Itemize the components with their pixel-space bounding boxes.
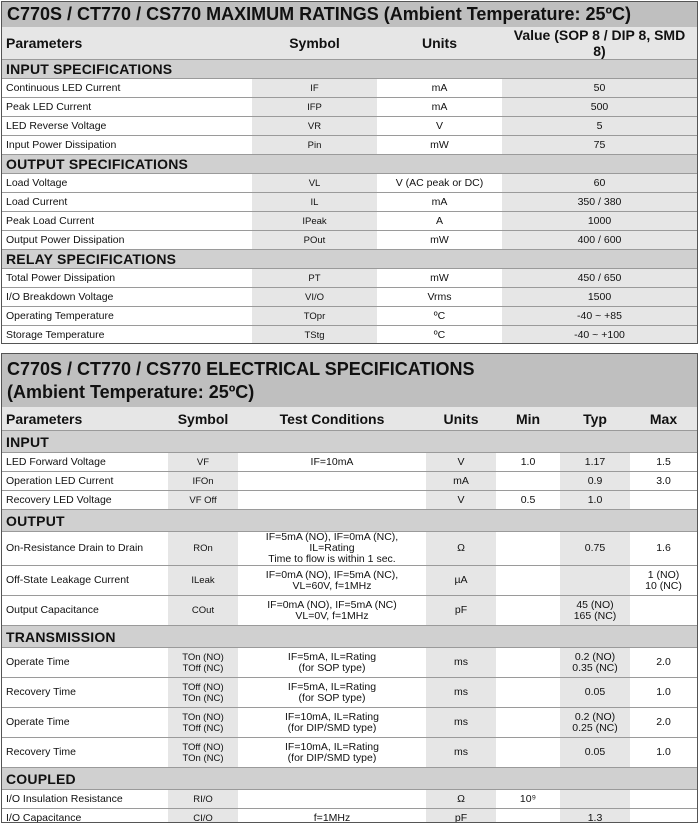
min-cell: 1.0 <box>496 453 560 472</box>
value-cell: 60 <box>502 174 697 193</box>
table-row <box>2 491 697 510</box>
typ-cell: 1.0 <box>560 491 630 510</box>
min-cell <box>496 532 560 566</box>
typ-cell: 1.3 <box>560 809 630 823</box>
parameter-cell: Load Current <box>2 193 252 212</box>
symbol-cell: VI/O <box>252 288 377 307</box>
symbol-cell: ROn <box>168 532 238 566</box>
parameter-cell: Operation LED Current <box>2 472 168 491</box>
symbol-cell: ILeak <box>168 566 238 596</box>
typ-cell: 0.75 <box>560 532 630 566</box>
section-header-row <box>2 510 697 532</box>
table-header-row <box>2 407 697 431</box>
title-line-1: C770S / CT770 / CS770 ELECTRICAL SPECIFICATIONS <box>7 359 475 379</box>
table-row <box>2 117 697 136</box>
units-cell: pF <box>426 809 496 823</box>
min-cell <box>496 809 560 823</box>
symbol-cell: IFP <box>252 98 377 117</box>
parameter-cell: Peak LED Current <box>2 98 252 117</box>
maximum-ratings-title: C770S / CT770 / CS770 MAXIMUM RATINGS (Ambient Temperature: 25ºC) <box>2 2 697 27</box>
units-cell: ºC <box>377 307 502 326</box>
symbol-cell: RI/O <box>168 790 238 809</box>
header-units: Units <box>426 407 496 431</box>
typ-cell: 0.9 <box>560 472 630 491</box>
max-cell: 3.0 <box>630 472 697 491</box>
units-cell: ms <box>426 738 496 768</box>
symbol-cell: VR <box>252 117 377 136</box>
max-cell: 1.0 <box>630 678 697 708</box>
parameter-cell: Off-State Leakage Current <box>2 566 168 596</box>
min-cell <box>496 472 560 491</box>
max-cell <box>630 491 697 510</box>
units-cell: ms <box>426 678 496 708</box>
section-title: TRANSMISSION <box>2 626 697 648</box>
parameter-cell: Input Power Dissipation <box>2 136 252 155</box>
parameter-cell: Recovery LED Voltage <box>2 491 168 510</box>
header-parameters: Parameters <box>2 27 252 60</box>
value-cell: -40 ~ +100 <box>502 326 697 345</box>
parameter-cell: I/O Insulation Resistance <box>2 790 168 809</box>
header-parameters: Parameters <box>2 407 168 431</box>
parameter-cell: Continuous LED Current <box>2 79 252 98</box>
symbol-cell: VF Off <box>168 491 238 510</box>
table-row <box>2 472 697 491</box>
table-row <box>2 174 697 193</box>
units-cell: V <box>426 453 496 472</box>
section-title: OUTPUT <box>2 510 697 532</box>
parameter-cell: LED Forward Voltage <box>2 453 168 472</box>
units-cell: ms <box>426 708 496 738</box>
parameter-cell: Recovery Time <box>2 678 168 708</box>
parameter-cell: Storage Temperature <box>2 326 252 345</box>
parameter-cell: Operate Time <box>2 708 168 738</box>
test-conditions-cell: f=1MHz <box>238 809 426 823</box>
units-cell: ms <box>426 648 496 678</box>
symbol-cell: VF <box>168 453 238 472</box>
min-cell <box>496 678 560 708</box>
table-row <box>2 79 697 98</box>
header-test-conditions: Test Conditions <box>238 407 426 431</box>
value-cell: -40 ~ +85 <box>502 307 697 326</box>
table-row <box>2 790 697 809</box>
symbol-cell: IL <box>252 193 377 212</box>
units-cell: µA <box>426 566 496 596</box>
value-cell: 400 / 600 <box>502 231 697 250</box>
parameter-cell: Total Power Dissipation <box>2 269 252 288</box>
typ-cell: 45 (NO) 165 (NC) <box>560 596 630 626</box>
section-header-row <box>2 155 697 174</box>
table-row <box>2 193 697 212</box>
table-row <box>2 532 697 566</box>
min-cell <box>496 596 560 626</box>
symbol-cell: IFOn <box>168 472 238 491</box>
table-row <box>2 809 697 823</box>
table-row <box>2 231 697 250</box>
symbol-cell: POut <box>252 231 377 250</box>
units-cell: V <box>426 491 496 510</box>
symbol-cell: IF <box>252 79 377 98</box>
min-cell <box>496 738 560 768</box>
typ-cell: 0.05 <box>560 678 630 708</box>
value-cell: 500 <box>502 98 697 117</box>
value-cell: 1500 <box>502 288 697 307</box>
max-cell <box>630 596 697 626</box>
parameter-cell: Operating Temperature <box>2 307 252 326</box>
electrical-specifications-table <box>2 407 697 823</box>
symbol-cell: IPeak <box>252 212 377 231</box>
parameter-cell: Output Capacitance <box>2 596 168 626</box>
test-conditions-cell: IF=5mA (NO), IF=0mA (NC), IL=Rating Time to flow is within 1 sec. <box>238 532 426 566</box>
electrical-specifications-title <box>2 354 697 407</box>
units-cell: mA <box>377 79 502 98</box>
maximum-ratings-table <box>2 27 697 344</box>
min-cell: 0.5 <box>496 491 560 510</box>
max-cell: 1.0 <box>630 738 697 768</box>
test-conditions-cell: IF=10mA, IL=Rating (for DIP/SMD type) <box>238 738 426 768</box>
value-cell: 1000 <box>502 212 697 231</box>
header-symbol: Symbol <box>168 407 238 431</box>
section-title: RELAY SPECIFICATIONS <box>2 250 697 269</box>
table-row <box>2 566 697 596</box>
electrical-specifications-panel <box>1 353 698 823</box>
parameter-cell: Load Voltage <box>2 174 252 193</box>
max-cell <box>630 790 697 809</box>
section-header-row <box>2 626 697 648</box>
max-cell: 1 (NO) 10 (NC) <box>630 566 697 596</box>
min-cell: 10⁹ <box>496 790 560 809</box>
table-row <box>2 98 697 117</box>
table-row <box>2 212 697 231</box>
header-typ: Typ <box>560 407 630 431</box>
parameter-cell: Operate Time <box>2 648 168 678</box>
header-units: Units <box>377 27 502 60</box>
symbol-cell: Pin <box>252 136 377 155</box>
parameter-cell: Peak Load Current <box>2 212 252 231</box>
units-cell: mW <box>377 136 502 155</box>
min-cell <box>496 648 560 678</box>
test-conditions-cell: IF=5mA, IL=Rating (for SOP type) <box>238 678 426 708</box>
units-cell: Vrms <box>377 288 502 307</box>
units-cell: ºC <box>377 326 502 345</box>
value-cell: 5 <box>502 117 697 136</box>
table-row <box>2 288 697 307</box>
table-row <box>2 738 697 768</box>
symbol-cell: TOpr <box>252 307 377 326</box>
section-title: INPUT SPECIFICATIONS <box>2 60 697 79</box>
min-cell <box>496 708 560 738</box>
value-cell: 350 / 380 <box>502 193 697 212</box>
parameter-cell: On-Resistance Drain to Drain <box>2 532 168 566</box>
min-cell <box>496 566 560 596</box>
units-cell: mW <box>377 269 502 288</box>
maximum-ratings-panel <box>1 1 698 344</box>
table-row <box>2 307 697 326</box>
title-line-2: (Ambient Temperature: 25ºC) <box>7 382 255 402</box>
section-header-row <box>2 60 697 79</box>
units-cell: mW <box>377 231 502 250</box>
header-symbol: Symbol <box>252 27 377 60</box>
parameter-cell: I/O Breakdown Voltage <box>2 288 252 307</box>
test-conditions-cell: IF=10mA, IL=Rating (for DIP/SMD type) <box>238 708 426 738</box>
typ-cell: 0.05 <box>560 738 630 768</box>
header-value: Value (SOP 8 / DIP 8, SMD 8) <box>502 27 697 60</box>
header-max: Max <box>630 407 697 431</box>
parameter-cell: Recovery Time <box>2 738 168 768</box>
parameter-cell: Output Power Dissipation <box>2 231 252 250</box>
max-cell <box>630 809 697 823</box>
table-row <box>2 596 697 626</box>
section-header-row <box>2 250 697 269</box>
header-min: Min <box>496 407 560 431</box>
table-header-row <box>2 27 697 60</box>
symbol-cell: PT <box>252 269 377 288</box>
max-cell: 2.0 <box>630 648 697 678</box>
symbol-cell: VL <box>252 174 377 193</box>
symbol-cell: TOn (NO) TOff (NC) <box>168 708 238 738</box>
test-conditions-cell <box>238 790 426 809</box>
table-row <box>2 708 697 738</box>
units-cell: mA <box>426 472 496 491</box>
value-cell: 450 / 650 <box>502 269 697 288</box>
test-conditions-cell: IF=0mA (NO), IF=5mA (NC) VL=0V, f=1MHz <box>238 596 426 626</box>
max-cell: 1.5 <box>630 453 697 472</box>
units-cell: Ω <box>426 532 496 566</box>
typ-cell: 0.2 (NO) 0.35 (NC) <box>560 648 630 678</box>
units-cell: V (AC peak or DC) <box>377 174 502 193</box>
symbol-cell: TOff (NO) TOn (NC) <box>168 678 238 708</box>
value-cell: 50 <box>502 79 697 98</box>
typ-cell <box>560 566 630 596</box>
test-conditions-cell: IF=5mA, IL=Rating (for SOP type) <box>238 648 426 678</box>
parameter-cell: LED Reverse Voltage <box>2 117 252 136</box>
value-cell: 75 <box>502 136 697 155</box>
table-row <box>2 678 697 708</box>
max-cell: 1.6 <box>630 532 697 566</box>
units-cell: V <box>377 117 502 136</box>
typ-cell <box>560 790 630 809</box>
symbol-cell: COut <box>168 596 238 626</box>
table-row <box>2 136 697 155</box>
section-title: OUTPUT SPECIFICATIONS <box>2 155 697 174</box>
test-conditions-cell: IF=10mA <box>238 453 426 472</box>
units-cell: pF <box>426 596 496 626</box>
section-title: COUPLED <box>2 768 697 790</box>
section-header-row <box>2 768 697 790</box>
units-cell: mA <box>377 98 502 117</box>
units-cell: Ω <box>426 790 496 809</box>
section-title: INPUT <box>2 431 697 453</box>
symbol-cell: TOff (NO) TOn (NC) <box>168 738 238 768</box>
table-row <box>2 269 697 288</box>
test-conditions-cell <box>238 491 426 510</box>
symbol-cell: TStg <box>252 326 377 345</box>
table-row <box>2 326 697 345</box>
units-cell: mA <box>377 193 502 212</box>
test-conditions-cell <box>238 472 426 491</box>
parameter-cell: I/O Capacitance <box>2 809 168 823</box>
max-cell: 2.0 <box>630 708 697 738</box>
table-row <box>2 453 697 472</box>
table-row <box>2 648 697 678</box>
symbol-cell: CI/O <box>168 809 238 823</box>
typ-cell: 0.2 (NO) 0.25 (NC) <box>560 708 630 738</box>
units-cell: A <box>377 212 502 231</box>
symbol-cell: TOn (NO) TOff (NC) <box>168 648 238 678</box>
typ-cell: 1.17 <box>560 453 630 472</box>
test-conditions-cell: IF=0mA (NO), IF=5mA (NC), VL=60V, f=1MHz <box>238 566 426 596</box>
section-header-row <box>2 431 697 453</box>
